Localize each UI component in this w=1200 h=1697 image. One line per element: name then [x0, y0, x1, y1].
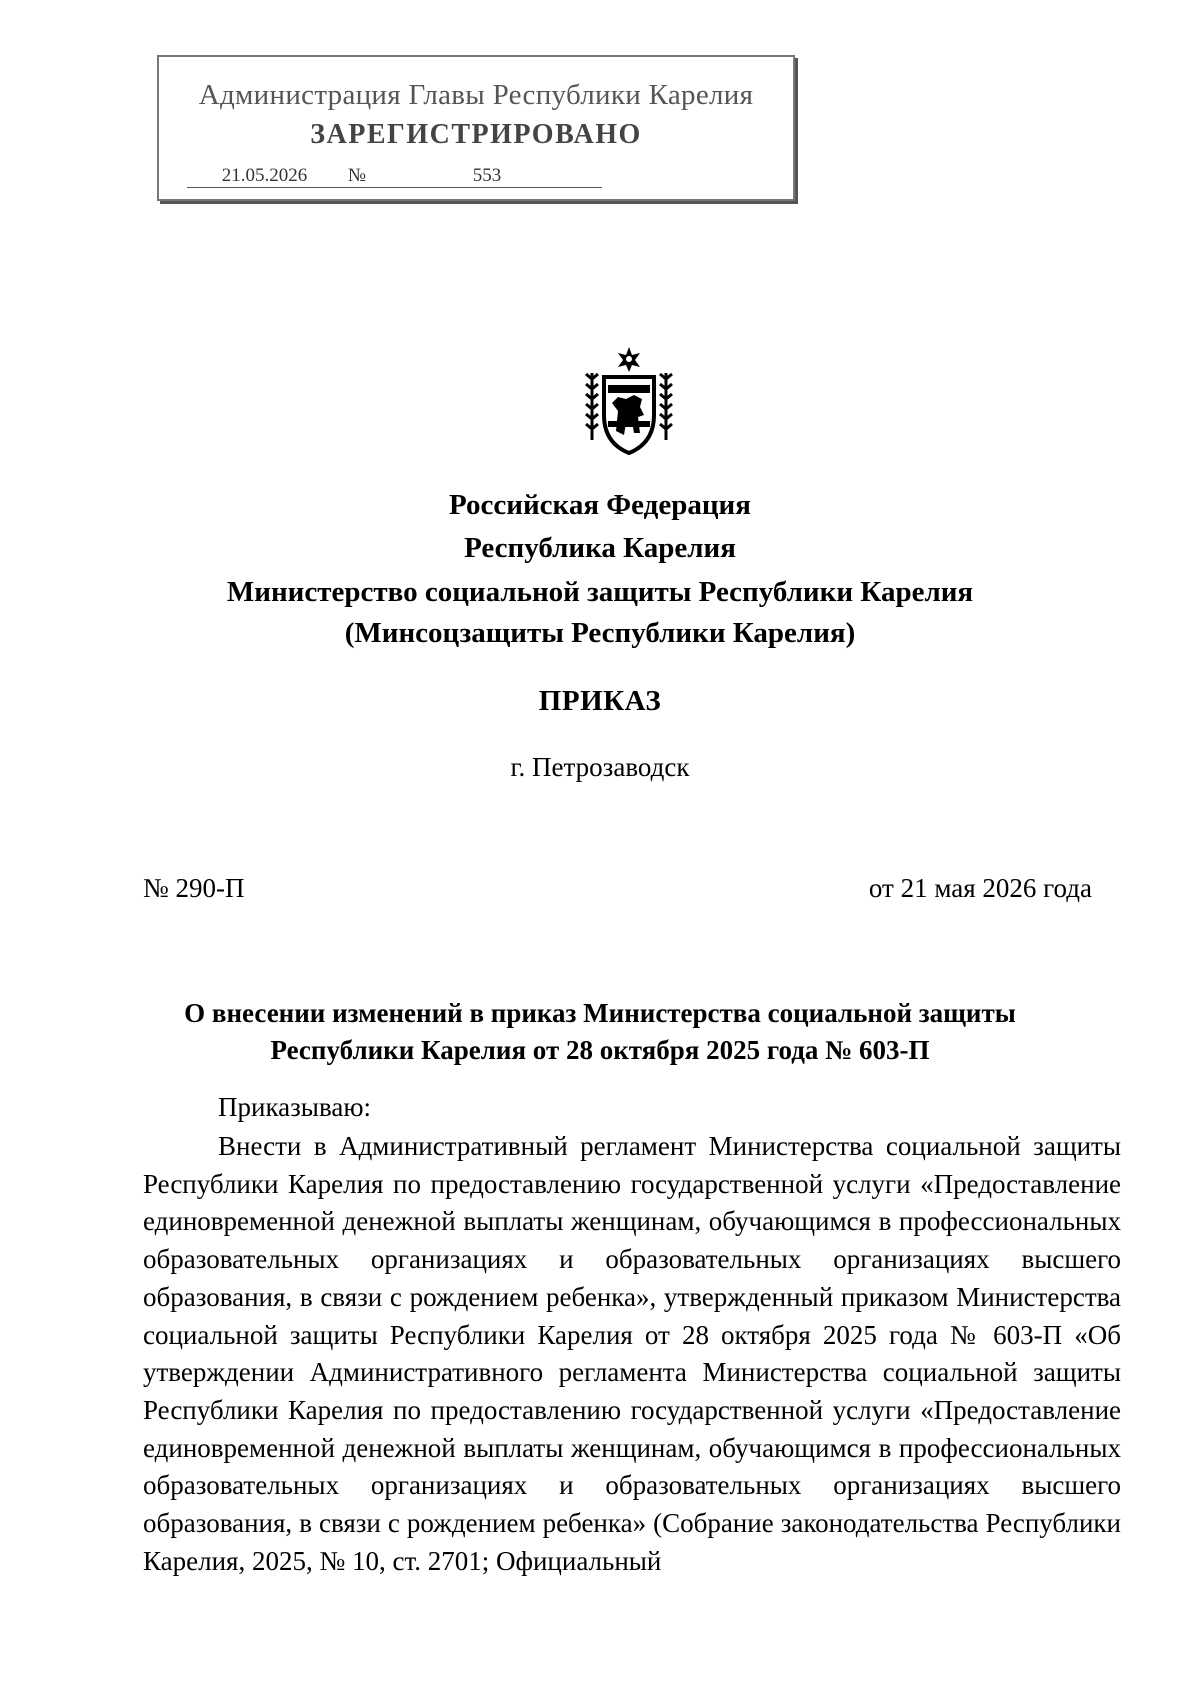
- header-ministry-short: (Минсоцзащиты Республики Карелия): [344, 617, 856, 649]
- order-date: от 21 мая 2026 года: [868, 873, 1092, 903]
- stamp-number: 553: [372, 165, 602, 188]
- stamp-registration-line: [187, 165, 602, 188]
- order-number: № 290-П: [143, 873, 245, 903]
- document-city: г. Петрозаводск: [510, 752, 690, 782]
- subject-line-2: Республики Карелия от 28 октября 2025 года № 603-П: [270, 1035, 930, 1065]
- registration-stamp: [157, 55, 795, 201]
- subject-line-1: О внесении изменений в приказ Министерства социальной защиты: [184, 998, 1016, 1028]
- header-country: Российская Федерация: [449, 489, 751, 521]
- header-ministry: Министерство социальной защиты Республики Карелия: [226, 576, 974, 608]
- stamp-date: 21.05.2026: [187, 165, 342, 188]
- stamp-organization: Администрация Главы Республики Карелия: [198, 79, 754, 111]
- document-subject: [0, 995, 1200, 1069]
- karelia-coat-of-arms-icon: [582, 345, 676, 457]
- document-type: ПРИКАЗ: [538, 685, 662, 717]
- order-word: Приказываю:: [218, 1092, 371, 1122]
- stamp-number-label: №: [342, 165, 372, 188]
- stamp-status: ЗАРЕГИСТРИРОВАНО: [310, 119, 642, 150]
- header-region: Республика Карелия: [464, 532, 736, 564]
- body-paragraph: Внести в Административный регламент Министерства социальной защиты Республики Карелия по предоставлению государственной услуги «Предоставление единовременной денежной выплаты женщинам, обучающимся в профессиональных образовательных организациях и образовательных организациях высшего образования, в связи с рождением ребенка», утвержденный приказом Министерства социальной защиты Республики Карелия от 28 октября 2025 года № 603-П «Об утверждении Административного регламента Министерства социальной защиты Республики Карелия по предоставлению государственной услуги «Предоставление единовременной денежной выплаты женщинам, обучающимся в профессиональных образовательных организациях и образовательных организациях высшего образования, в связи с рождением ребенка» (Собрание законодательства Республики Карелия, 2025, № 10, ст. 2701; Официальный: [143, 1131, 1121, 1576]
